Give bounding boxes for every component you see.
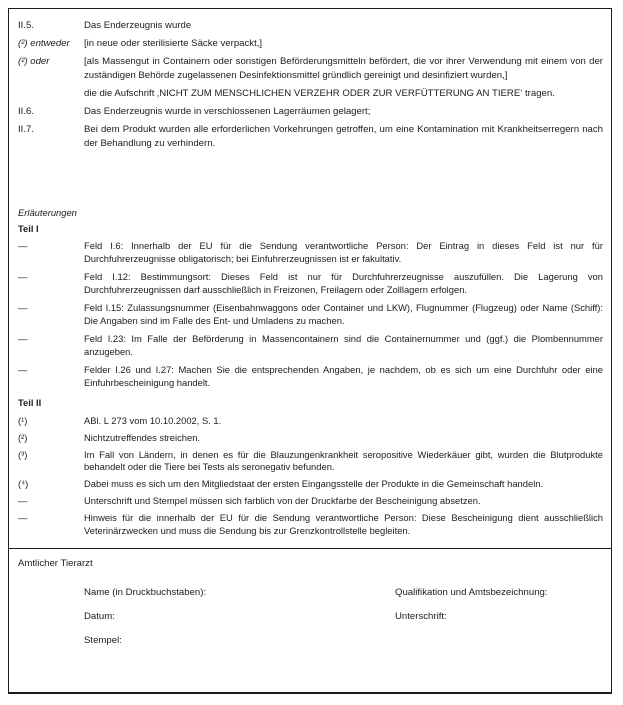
clause-text: [in neue oder sterilisierte Säcke verpackt,] (84, 38, 263, 49)
dash-marker: — (18, 240, 28, 251)
clause-row-aufschrift (18, 87, 603, 101)
vet-row-name-qualification (84, 586, 603, 599)
note-item-feld-i15 (18, 302, 603, 327)
note-item-hinweis (18, 512, 603, 537)
notes-heading: Erläuterungen (18, 207, 77, 218)
vet-qualification-label: Qualifikation und Amtsbezeichnung: (395, 586, 548, 598)
official-veterinarian-section (9, 548, 611, 693)
clause-row-ii6 (18, 105, 603, 119)
footnote-marker: (²) (18, 431, 28, 443)
clause-number (18, 87, 84, 101)
footnote-1 (18, 415, 603, 428)
clause-row-ii5 (18, 19, 603, 33)
footnote-text: Dabei muss es sich um den Mitgliedstaat der ersten Eingangsstelle der Produkte in die Gemeinschaft handeln. (84, 478, 544, 489)
clause-row-ii7 (18, 123, 603, 151)
notes-part2 (18, 397, 603, 537)
clause-number: (²) entweder (18, 38, 70, 49)
note-item-felder-i26-i27 (18, 364, 603, 389)
note-item-feld-i6 (18, 240, 603, 265)
part1-heading: Teil I (18, 222, 39, 234)
vet-row-date-signature (84, 610, 603, 623)
note-text: Felder I.26 und I.27: Machen Sie die entsprechenden Angaben, je nachdem, ob es sich um eine Durchfuhr oder eine Einfuhrbescheinigung handelt. (84, 364, 603, 388)
clause-text: Das Enderzeugnis wurde in verschlossenen Lagerräumen gelagert; (84, 106, 371, 117)
vet-signature-label: Unterschrift: (395, 610, 447, 622)
clause-row-entweder (18, 37, 603, 51)
note-text: Feld I.23: Im Falle der Beförderung in Massencontainern sind die Containernummer und (ggf.) die Plombennummer anzugeben. (84, 333, 603, 357)
clause-text: Das Enderzeugnis wurde (84, 20, 192, 31)
footnote-4 (18, 478, 603, 491)
dash-marker: — (18, 364, 28, 375)
note-text: Feld I.15: Zulassungsnummer (Eisenbahnwaggons oder Container und LKW), Flugnummer (Flugzeug) oder Name (Schiff): Die Angaben sind im Falle des Ent- und Umladens zu machen. (84, 302, 603, 326)
dash-marker: — (18, 333, 28, 344)
dash-marker: — (18, 302, 28, 313)
vet-heading: Amtlicher Tierarzt (18, 557, 93, 569)
footnote-2 (18, 432, 603, 445)
footnote-marker: (³) (18, 448, 28, 460)
note-item-feld-i23 (18, 333, 603, 358)
dash-marker: — (18, 271, 28, 282)
clause-text: [als Massengut in Containern oder sonstigen Beförderungsmitteln befördert, die vor ihrer Verwendung mit einem von der zuständigen Behörde zugelassenen Desinfektionsmittel gründlich gereinigt und desinfiziert wurden,] (84, 56, 603, 81)
vet-stamp-label: Stempel: (84, 634, 122, 646)
footnote-marker: (¹) (18, 414, 28, 426)
note-text: Hinweis für die innerhalb der EU für die Sendung verantwortliche Person: Diese Bescheinigung dient ausschließlich Veterinärzwecken und muss die Sendung bis zur Grenzkontrollstelle begleiten. (84, 512, 603, 536)
footnote-marker: (⁴) (18, 478, 29, 489)
notes-part1 (18, 223, 603, 390)
explanatory-notes (18, 207, 603, 537)
note-text: Feld I.12: Bestimmungsort: Dieses Feld ist nur für Durchfuhrerzeugnisse auszufüllen. Die Lagerung von Durchfuhrerzeugnissen darf ausschließlich in Freizonen, Freilagern oder Zolllagern erfolgen. (84, 271, 603, 295)
clause-text: die die Aufschrift ‚NICHT ZUM MENSCHLICHEN VERZEHR ODER ZUR VERFÜTTERUNG AN TIERE‘ tragen. (84, 88, 555, 99)
clause-number: (²) oder (18, 56, 50, 67)
clause-number: II.7. (18, 124, 34, 135)
certification-clauses (18, 19, 603, 151)
clause-number: II.6. (18, 106, 34, 117)
dash-marker: — (18, 495, 28, 506)
note-text: Unterschrift und Stempel müssen sich farblich von der Druckfarbe der Bescheinigung absetzen. (84, 495, 481, 506)
dash-marker: — (18, 512, 28, 523)
certificate-frame (8, 8, 612, 694)
part2-heading: Teil II (18, 397, 42, 408)
footnote-text: Nichtzutreffendes streichen. (84, 431, 201, 443)
footnote-text: Im Fall von Ländern, in denen es für die Blauzungenkrankheit seropositive Wiederkäuer gibt, wurden die Blutprodukte behandelt oder die Tiere bei Tests als seronegativ befunden. (84, 448, 603, 472)
vet-date-label: Datum: (84, 610, 115, 622)
note-text: Feld I.6: Innerhalb der EU für die Sendung verantwortliche Person: Der Eintrag in dieses Feld ist nur für Durchfuhrerzeugnisse obligatorisch; bei Einfuhrerzeugnissen ist er fakultativ. (84, 240, 603, 264)
certificate-body (9, 9, 611, 537)
clause-text: Bei dem Produkt wurden alle erforderlichen Vorkehrungen getroffen, um eine Kontamination mit Krankheitserregern nach der Behandlung zu verhindern. (84, 124, 603, 149)
note-item-feld-i12 (18, 271, 603, 296)
clause-number: II.5. (18, 20, 34, 31)
vet-fields (84, 586, 603, 647)
footnote-text: ABl. L 273 vom 10.10.2002, S. 1. (84, 414, 222, 426)
vet-row-stamp (84, 634, 603, 647)
vet-name-label: Name (in Druckbuchstaben): (84, 586, 207, 598)
clause-row-oder (18, 55, 603, 83)
footnote-3 (18, 449, 603, 474)
note-item-unterschrift-stempel (18, 495, 603, 508)
